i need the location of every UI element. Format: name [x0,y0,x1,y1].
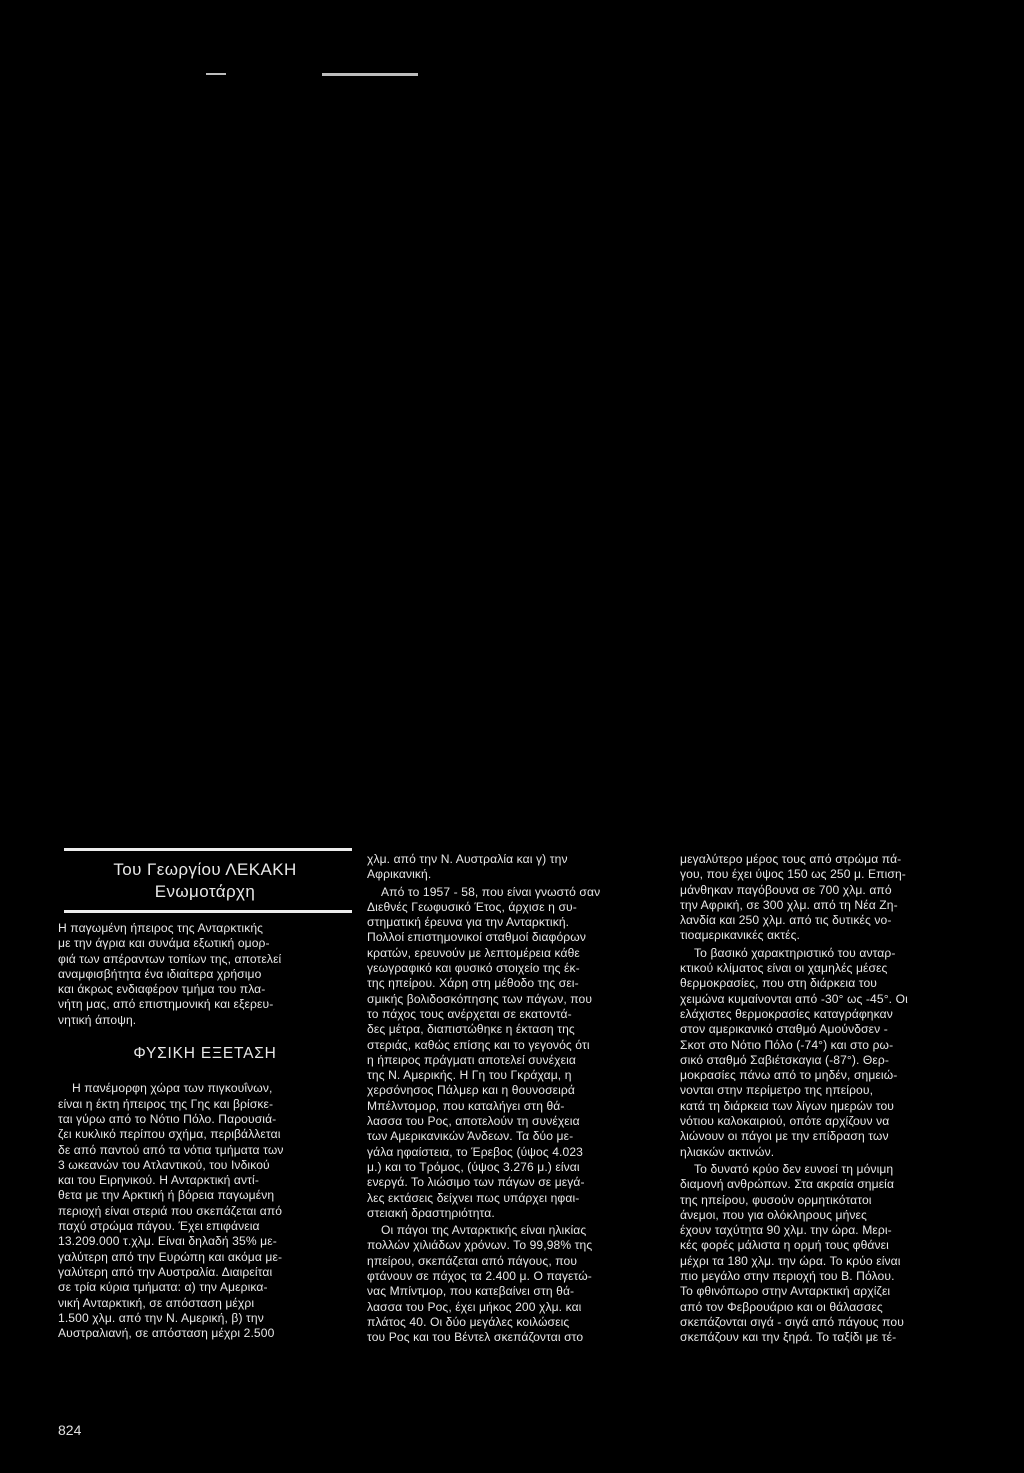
body-paragraph: Η πανέμορφη χώρα των πιγκουΐνων, είναι η έκτη ήπειρος της Γης και βρίσκε- ται γύρω από το Νότιο Πόλο. Παρουσιά- ζει κυκλικό περίπου σχήμα, περιβάλλεται δε από παντού από τα νότια τμήματα των 3 ωκεανών του Ατλαντικού, του Ινδικού και του Ειρηνικού. Η Ανταρκτική αντί- θετα με την Αρκτική ή βόρεια παγωμένη περιοχή είναι στεριά που σκεπάζεται από παχύ στρώμα πάγου. Έχει επιφάνεια 13.209.000 τ.χλμ. Είναι δηλαδή 35% με- γαλύτερη από την Ευρώπη και ακόμα με- γαλύτερη από την Αυστραλία. Διαιρείται σε τρία κύρια τμήματα: α) την Αμερικα- νική Ανταρκτική, σε απόσταση μέχρι 1.500 χλμ. από την Ν. Αμερική, β) την Αυστραλιανή, σε απόσταση μέχρι 2.500 [58,1081,284,1341]
intro-paragraph: Η παγωμένη ήπειρος της Ανταρκτικής με την άγρια και συνάμα εξωτική ομορ- φιά των απέραντων τοπίων της, αποτελεί αναμφισβήτητα ένα ιδιαίτερα χρήσιμο και άκρως ενδιαφέρον τμήμα του πλα- νήτη μας, από επιστημονική και εξερευ- νητική άποψη. [58,921,282,1027]
bottom-rule [64,910,352,913]
body-paragraph: Οι πάγοι της Ανταρκτικής είναι ηλικίας πολλών χιλιάδων χρόνων. Το 99,98% της ηπείρου, σκεπάζεται από πάγους, που φτάνουν σε πάχος τα 2.400 μ. Ο παγετώ- νας Μπίντμορ, που κατεβαίνει στη θά- λασσα του Ρος, έχει μήκος 200 χλμ. και πλάτος 40. Οι δύο μεγάλες κοιλώσεις του Ρος και του Βέντελ σκεπάζονται στο [367,1223,593,1345]
body-paragraph: Από το 1957 - 58, που είναι γνωστό σαν Διεθνές Γεωφυσικό Έτος, άρχισε η συ- στηματική έρευνα για την Ανταρκτική. Πολλοί επιστημονικοί σταθμοί διαφόρων κρατών, ερευνούν με λεπτομέρεια κάθε γεωγραφικό και φυσικό στοιχείο της έκ- της ηπείρου. Χάρη στη μέθοδο της σει- σμικής βολιδοσκόπησης των πάγων, που το πάχος τους ανέρχεται σε εκατοντά- δες μέτρα, διαπιστώθηκε η έκταση της στεριάς, καθώς επίσης και το γεγονός ότι η ήπειρος πράγματι αποτελεί συνέχεια της Ν. Αμερικής. Η Γη του Γκράχαμ, η χερσόνησος Πάλμερ και η θουνοσειρά Μπέλντομορ, που καταλήγει στη θά- λασσα του Ρος, αποτελούν τη συνέχεια των Αμερικανικών Άνδεων. Τα δύο με- γάλα ηφαίστεια, το Έρεβος (ύψος 4.023 μ.) και το Τρόμος, (ύψος 3.276 μ.) είναι ενεργά. Το λιώσιμο των πάγων σε μεγά- λες εκτάσεις δείχνει πως υπάρχει ηφαι- στειακή δραστηριότητα. [367,884,601,1220]
body-paragraph: μεγαλύτερο μέρος τους από στρώμα πά- γου, που έχει ύψος 150 ως 250 μ. Επιση- μάνθηκαν παγόβουνα σε 700 χλμ. από την Αφρική, σε 300 χλμ. από τη Νέα Ζη- λανδία και 250 χλμ. από τις δυτικές νο- τιοαμερικανικές ακτές. [680,852,906,943]
body-paragraph: χλμ. από την Ν. Αυστραλία και γ) την Αφρικανική. [367,852,568,882]
top-mark-short [206,73,226,75]
column-2 [367,852,660,1346]
top-rule [64,848,352,851]
author-block [58,859,352,903]
page-number: 824 [58,1422,82,1438]
author-rank: Ενωμοτάρχη [154,882,256,901]
body-paragraph: Το δυνατό κρύο δεν ευνοεί τη μόνιμη διαμονή ανθρώπων. Στα ακραία σημεία της ηπείρου, φυσούν ορμητικότατοι άνεμοι, που για ολόκληρους μήνες έχουν ταχύτητα 90 χλμ. την ώρα. Μερι- κές φορές μάλιστα η ορμή τους φθάνει μέχρι τα 180 χλμ. την ώρα. Το κρύο είναι πιο μεγάλο στην περιοχή του Β. Πόλου. Το φθινόπωρο στην Ανταρκτική αρχίζει από τον Φεβρουάριο και οι θάλασσες σκεπάζονται σιγά - σιγά από πάγους που σκεπάζουν και την ξηρά. Το ταξίδι με τέ- [680,1161,904,1345]
body-paragraph: Το βασικό χαρακτηριστικό του ανταρ- κτικού κλίματος είναι οι χαμηλές μέσες θερμοκρασίες, που στη διάρκεια του χειμώνα κυμαίνονται από -30° ως -45°. Οι ελάχιστες θερμοκρασίες καταγράφηκαν στον αμερικανικό σταθμό Αμούνδσεν - Σκοτ στο Νότιο Πόλο (-74°) και στο ρω- σικό σταθμό Σαβιέτσκαγια (-87°). Θερ- μοκρασίες πάνω από το μηδέν, σημειώ- νονται στην περίμετρο της ηπείρου, κατά τη διάρκεια των λίγων ημερών του νότιου καλοκαιριού, οπότε αρχίζουν να λιώνουν οι πάγοι με την επίδραση των ηλιακών ακτινών. [680,945,908,1159]
section-heading: ΦΥΣΙΚΗ ΕΞΕΤΑΣΗ [133,1045,277,1063]
column-1 [58,848,352,1341]
top-mark-long [322,73,418,76]
author-name: Του Γεωργίου ΛΕΚΑΚΗ [113,860,297,879]
column-3 [680,852,972,1346]
